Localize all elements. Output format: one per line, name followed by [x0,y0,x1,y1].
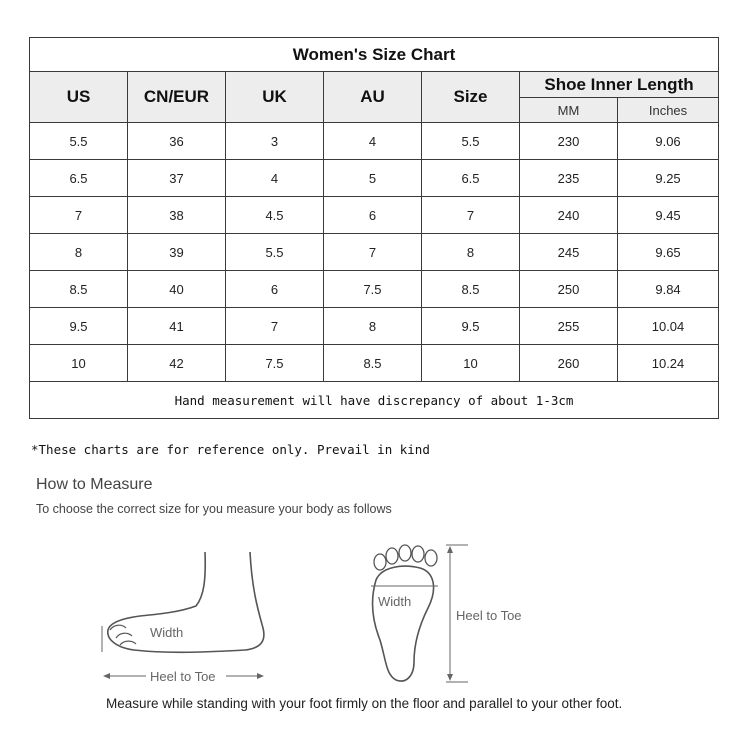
header-mm: MM [520,98,618,123]
table-cell: 8 [422,234,520,271]
table-row [30,160,719,197]
table-cell: 245 [520,234,618,271]
table-cell: 7 [422,197,520,234]
table-cell: 7.5 [226,345,324,382]
size-chart-table [29,37,719,419]
table-cell: 10 [422,345,520,382]
table-title: Women's Size Chart [30,38,719,72]
table-cell: 8 [30,234,128,271]
side-width-label: Width [150,625,184,640]
table-cell: 8.5 [30,271,128,308]
toe-5 [425,550,437,566]
table-cell: 9.25 [618,160,719,197]
header-cn-eur: CN/EUR [128,72,226,123]
table-cell: 39 [128,234,226,271]
measurement-illustration [0,530,750,695]
header-inches: Inches [618,98,719,123]
table-cell: 9.06 [618,123,719,160]
table-cell: 3 [226,123,324,160]
table-cell: 5.5 [226,234,324,271]
table-row [30,234,719,271]
table-cell: 250 [520,271,618,308]
table-cell: 255 [520,308,618,345]
table-cell: 9.5 [30,308,128,345]
side-length-label: Heel to Toe [150,669,216,684]
table-cell: 7 [226,308,324,345]
header-shoe-inner-length: Shoe Inner Length [520,72,719,98]
table-cell: 6.5 [30,160,128,197]
table-cell: 7 [30,197,128,234]
side-foot-diagram [102,552,264,684]
table-cell: 8.5 [324,345,422,382]
table-cell: 9.5 [422,308,520,345]
header-uk: UK [226,72,324,123]
table-row [30,123,719,160]
table-cell: 240 [520,197,618,234]
side-foot-outline [108,552,264,652]
table-cell: 10 [30,345,128,382]
header-us: US [30,72,128,123]
table-cell: 9.45 [618,197,719,234]
table-cell: 6 [226,271,324,308]
table-cell: 40 [128,271,226,308]
toe-4 [412,546,424,562]
table-row [30,197,719,234]
table-cell: 9.65 [618,234,719,271]
reference-disclaimer: *These charts are for reference only. Prevail in kind [31,442,430,457]
toe-1 [374,554,386,570]
sole-outline [373,566,434,681]
header-au: AU [324,72,422,123]
table-cell: 4 [324,123,422,160]
table-cell: 10.04 [618,308,719,345]
how-to-measure-subtitle: To choose the correct size for you measure your body as follows [36,502,392,516]
table-note-row [30,382,719,419]
sole-length-label: Heel to Toe [456,608,522,623]
table-title-row [30,38,719,72]
table-cell: 7.5 [324,271,422,308]
measure-instruction: Measure while standing with your foot firmly on the floor and parallel to your other foot. [106,696,623,711]
how-to-measure-title: How to Measure [36,476,153,493]
toe-3 [399,545,411,561]
sole-foot-diagram [371,545,522,682]
table-cell: 4.5 [226,197,324,234]
table-cell: 37 [128,160,226,197]
sole-width-label: Width [378,594,412,609]
table-cell: 9.84 [618,271,719,308]
table-cell: 38 [128,197,226,234]
toe-2 [386,548,398,564]
table-cell: 10.24 [618,345,719,382]
table-row [30,308,719,345]
table-cell: 5.5 [422,123,520,160]
table-header-row [30,72,719,98]
table-cell: 8 [324,308,422,345]
table-cell: 36 [128,123,226,160]
measurement-note: Hand measurement will have discrepancy of about 1-3cm [30,382,719,419]
table-cell: 5.5 [30,123,128,160]
table-cell: 41 [128,308,226,345]
table-cell: 6 [324,197,422,234]
table-cell: 6.5 [422,160,520,197]
table-cell: 230 [520,123,618,160]
header-size: Size [422,72,520,123]
table-cell: 42 [128,345,226,382]
table-cell: 260 [520,345,618,382]
table-cell: 7 [324,234,422,271]
table-row [30,271,719,308]
table-cell: 235 [520,160,618,197]
table-cell: 8.5 [422,271,520,308]
table-row [30,345,719,382]
table-cell: 5 [324,160,422,197]
table-cell: 4 [226,160,324,197]
